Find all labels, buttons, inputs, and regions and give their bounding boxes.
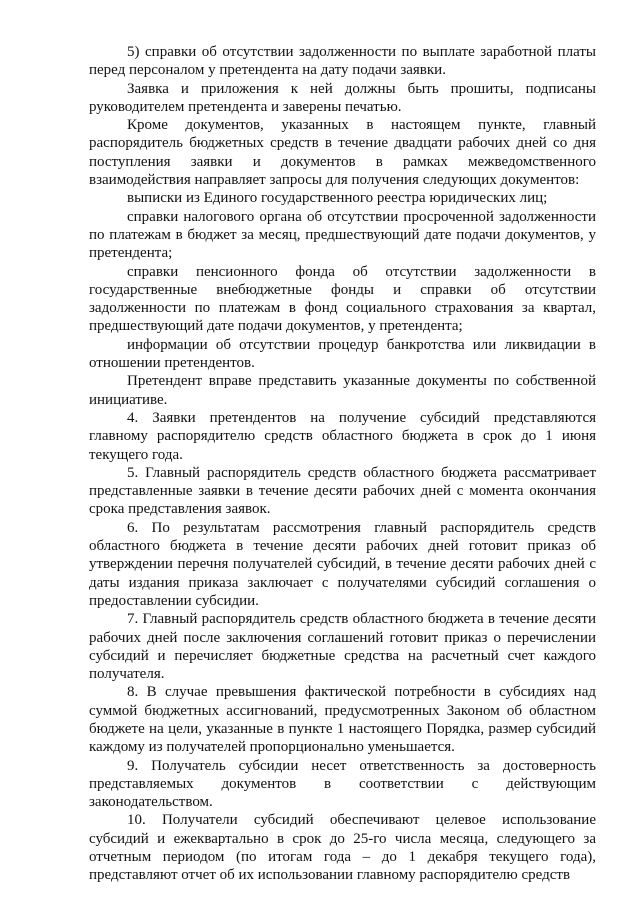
- paragraph-registry-extract: выписки из Единого государственного реестра юридических лиц;: [127, 190, 548, 207]
- paragraph-clause-6: 6. По результатам рассмотрения главный распорядитель средств областного бюджета в течение десяти рабочих дней готовит приказ об утверждении перечня получателей субсидий, в течение десяти рабочих дней с даты издания приказа заключает с получателями субсидий соглашения о предоставлении субсидии.: [89, 519, 596, 609]
- paragraph-tax-certificate: справки налогового органа об отсутствии просроченной задолженности по платежам в бюджет за месяц, предшествующий дате подачи документов, у претендента;: [89, 208, 596, 262]
- paragraph-pension-fund-certificate: справки пенсионного фонда об отсутствии задолженности в государственные внебюджетные фонды и справки об отсутствии задолженности по платежам в фонд социального страхования за квартал, предшествующий дате подачи документов, у претендента;: [89, 263, 596, 335]
- document-body: [89, 43, 596, 885]
- paragraph-own-initiative: Претендент вправе представить указанные документы по собственной инициативе.: [89, 373, 596, 408]
- paragraph-clause-7: 7. Главный распорядитель средств областного бюджета в течение десяти рабочих дней после заключения соглашений готовит приказ о перечислении субсидий и перечисляет бюджетные средства на расчетный счет каждого получателя.: [89, 611, 596, 683]
- paragraph-item-5-certificates: 5) справки об отсутствии задолженности по выплате заработной платы перед персоналом у претендента на дату подачи заявки.: [89, 44, 596, 79]
- paragraph-clause-9: 9. Получатель субсидии несет ответственность за достоверность представляемых документов в соответствии с действующим законодательством.: [89, 757, 596, 811]
- paragraph-bankruptcy-info: информации об отсутствии процедур банкротства или ликвидации в отношении претендентов.: [89, 336, 596, 372]
- paragraph-clause-10: 10. Получатели субсидий обеспечивают целевое использование субсидий и ежеквартально в срок до 25-го числа месяца, следующего за отчетным периодом (по итогам года – до 1 декабря текущего года), представляют отчет об их использовании главному распорядителю средств: [89, 812, 596, 884]
- paragraph-clause-8: 8. В случае превышения фактической потребности в субсидиях над суммой бюджетных ассигнований, предусмотренных Законом об областном бюджете на цели, указанные в пункте 1 настоящего Порядка, размер субсидий каждому из получателей пропорционально уменьшается.: [89, 684, 596, 756]
- paragraph-interagency-requests: Кроме документов, указанных в настоящем пункте, главный распорядитель бюджетных средств в течение двадцати рабочих дней со дня поступления заявки и документов в рамках межведомственного взаимодействия направляет запросы для получения следующих документов:: [89, 117, 596, 189]
- paragraph-clause-4: 4. Заявки претендентов на получение субсидий представляются главному распорядителю средств областного бюджета в срок до 1 июня текущего года.: [89, 409, 596, 463]
- paragraph-application-binding: Заявка и приложения к ней должны быть прошиты, подписаны руководителем претендента и заверены печатью.: [89, 80, 596, 115]
- paragraph-clause-5: 5. Главный распорядитель средств областного бюджета рассматривает представленные заявки в течение десяти рабочих дней с момента окончания срока представления заявок.: [89, 464, 596, 518]
